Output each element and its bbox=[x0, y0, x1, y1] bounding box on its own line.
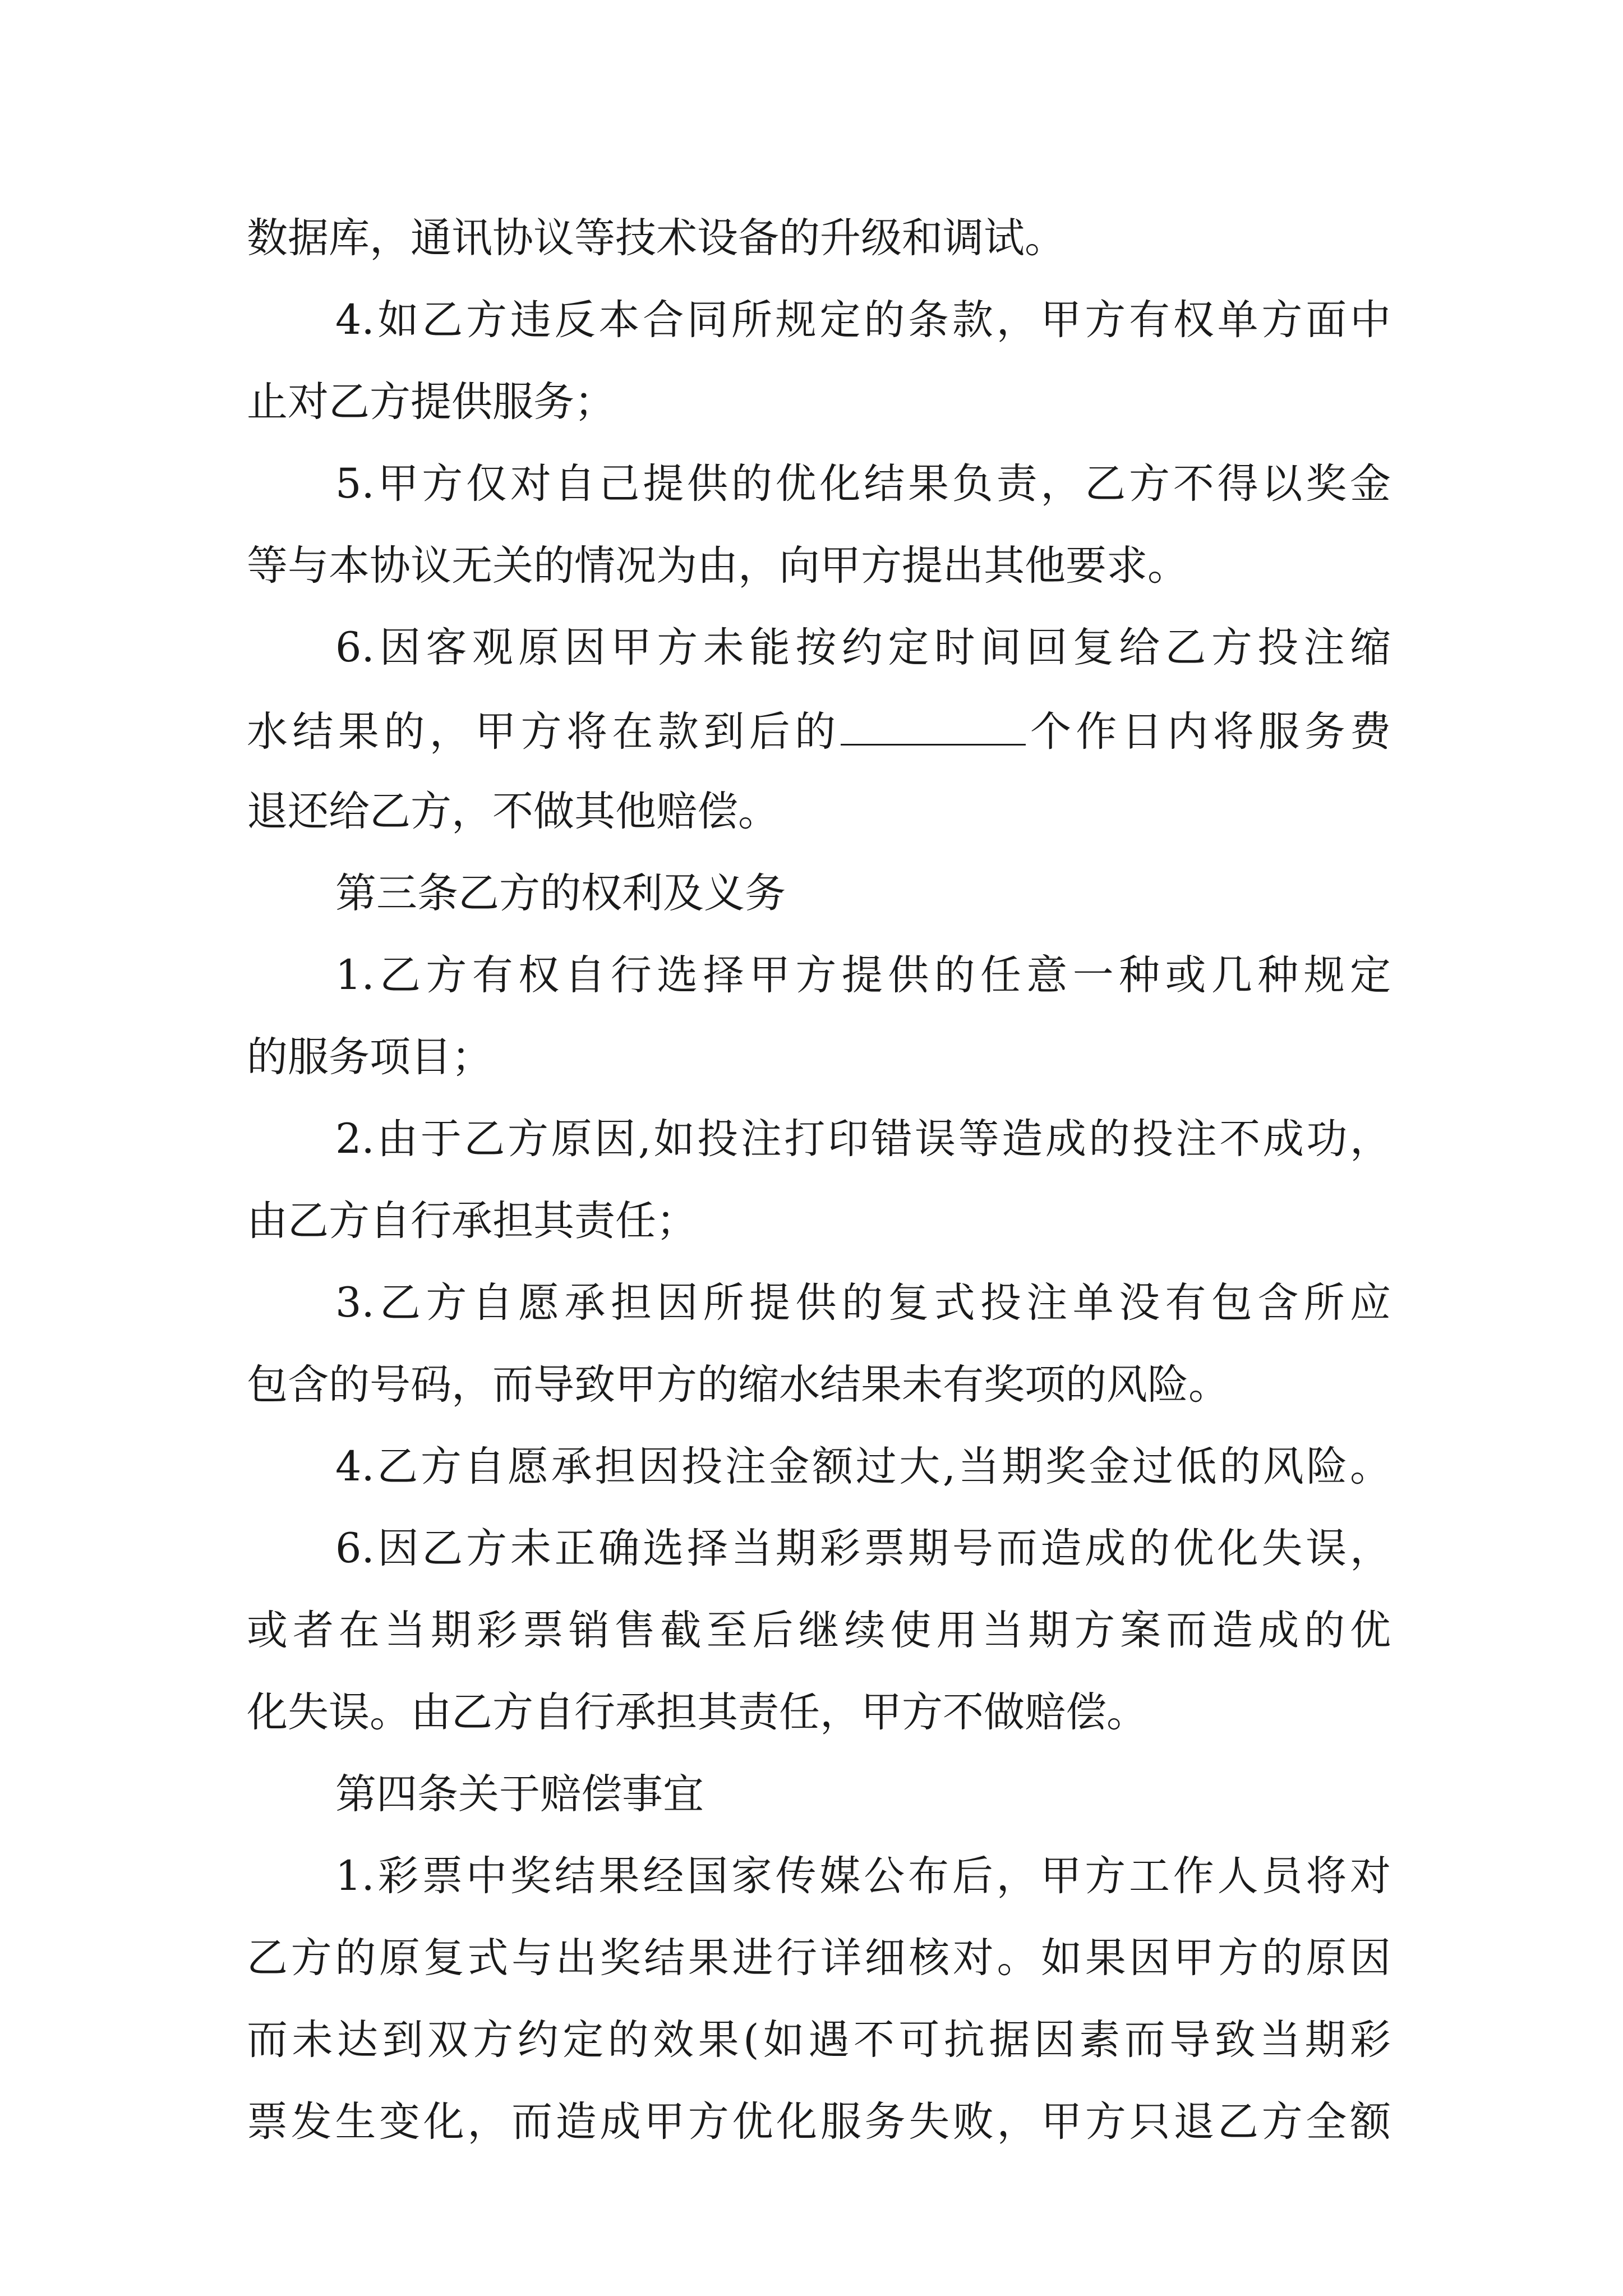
text-line-with-blank bbox=[247, 708, 1391, 756]
text-line: 退还给乙方，不做其他赔偿。 bbox=[247, 788, 779, 835]
text-line: 的服务项目； bbox=[247, 1033, 492, 1081]
text-line: 乙方的原复式与出奖结果进行详细核对。如果因甲方的原因 bbox=[247, 1934, 1391, 1982]
text-line: 4.如乙方违反本合同所规定的条款，甲方有权单方面中 bbox=[335, 296, 1391, 344]
text-line: 4.乙方自愿承担因投注金额过大,当期奖金过低的风险。 bbox=[335, 1443, 1391, 1490]
text-line: 包含的号码，而导致甲方的缩水结果未有奖项的风险。 bbox=[247, 1361, 1229, 1409]
text-line: 由乙方自行承担其责任； bbox=[247, 1197, 697, 1245]
text-line: 或者在当期彩票销售截至后继续使用当期方案而造成的优 bbox=[247, 1607, 1391, 1654]
text-line: 化失误。由乙方自行承担其责任，甲方不做赔偿。 bbox=[247, 1688, 1147, 1736]
text-line: 6.因客观原因甲方未能按约定时间回复给乙方投注缩 bbox=[335, 624, 1391, 671]
text-segment: 水结果的，甲方将在款到后的 bbox=[247, 708, 841, 756]
text-line: 止对乙方提供服务； bbox=[247, 378, 615, 426]
section-heading: 第四条关于赔偿事宜 bbox=[335, 1770, 704, 1818]
text-line: 5.甲方仅对自己提供的优化结果负责，乙方不得以奖金 bbox=[335, 460, 1391, 508]
text-line: 6.因乙方未正确选择当期彩票期号而造成的优化失误， bbox=[335, 1525, 1391, 1572]
fill-in-blank bbox=[841, 709, 1026, 746]
text-line: 1.彩票中奖结果经国家传媒公布后，甲方工作人员将对 bbox=[335, 1852, 1391, 1900]
text-line: 数据库，通讯协议等技术设备的升级和调试。 bbox=[247, 214, 1066, 262]
text-line: 2.由于乙方原因,如投注打印错误等造成的投注不成功， bbox=[335, 1115, 1391, 1163]
text-line: 而未达到双方约定的效果(如遇不可抗据因素而导致当期彩 bbox=[247, 2016, 1391, 2064]
text-line: 等与本协议无关的情况为由，向甲方提出其他要求。 bbox=[247, 542, 1188, 590]
text-line: 票发生变化，而造成甲方优化服务失败，甲方只退乙方全额 bbox=[247, 2098, 1391, 2146]
section-heading: 第三条乙方的权利及义务 bbox=[335, 869, 786, 917]
text-line: 1.乙方有权自行选择甲方提供的任意一种或几种规定 bbox=[335, 951, 1391, 999]
text-line: 3.乙方自愿承担因所提供的复式投注单没有包含所应 bbox=[335, 1279, 1391, 1327]
text-segment: 个作日内将服务费 bbox=[1025, 708, 1391, 756]
